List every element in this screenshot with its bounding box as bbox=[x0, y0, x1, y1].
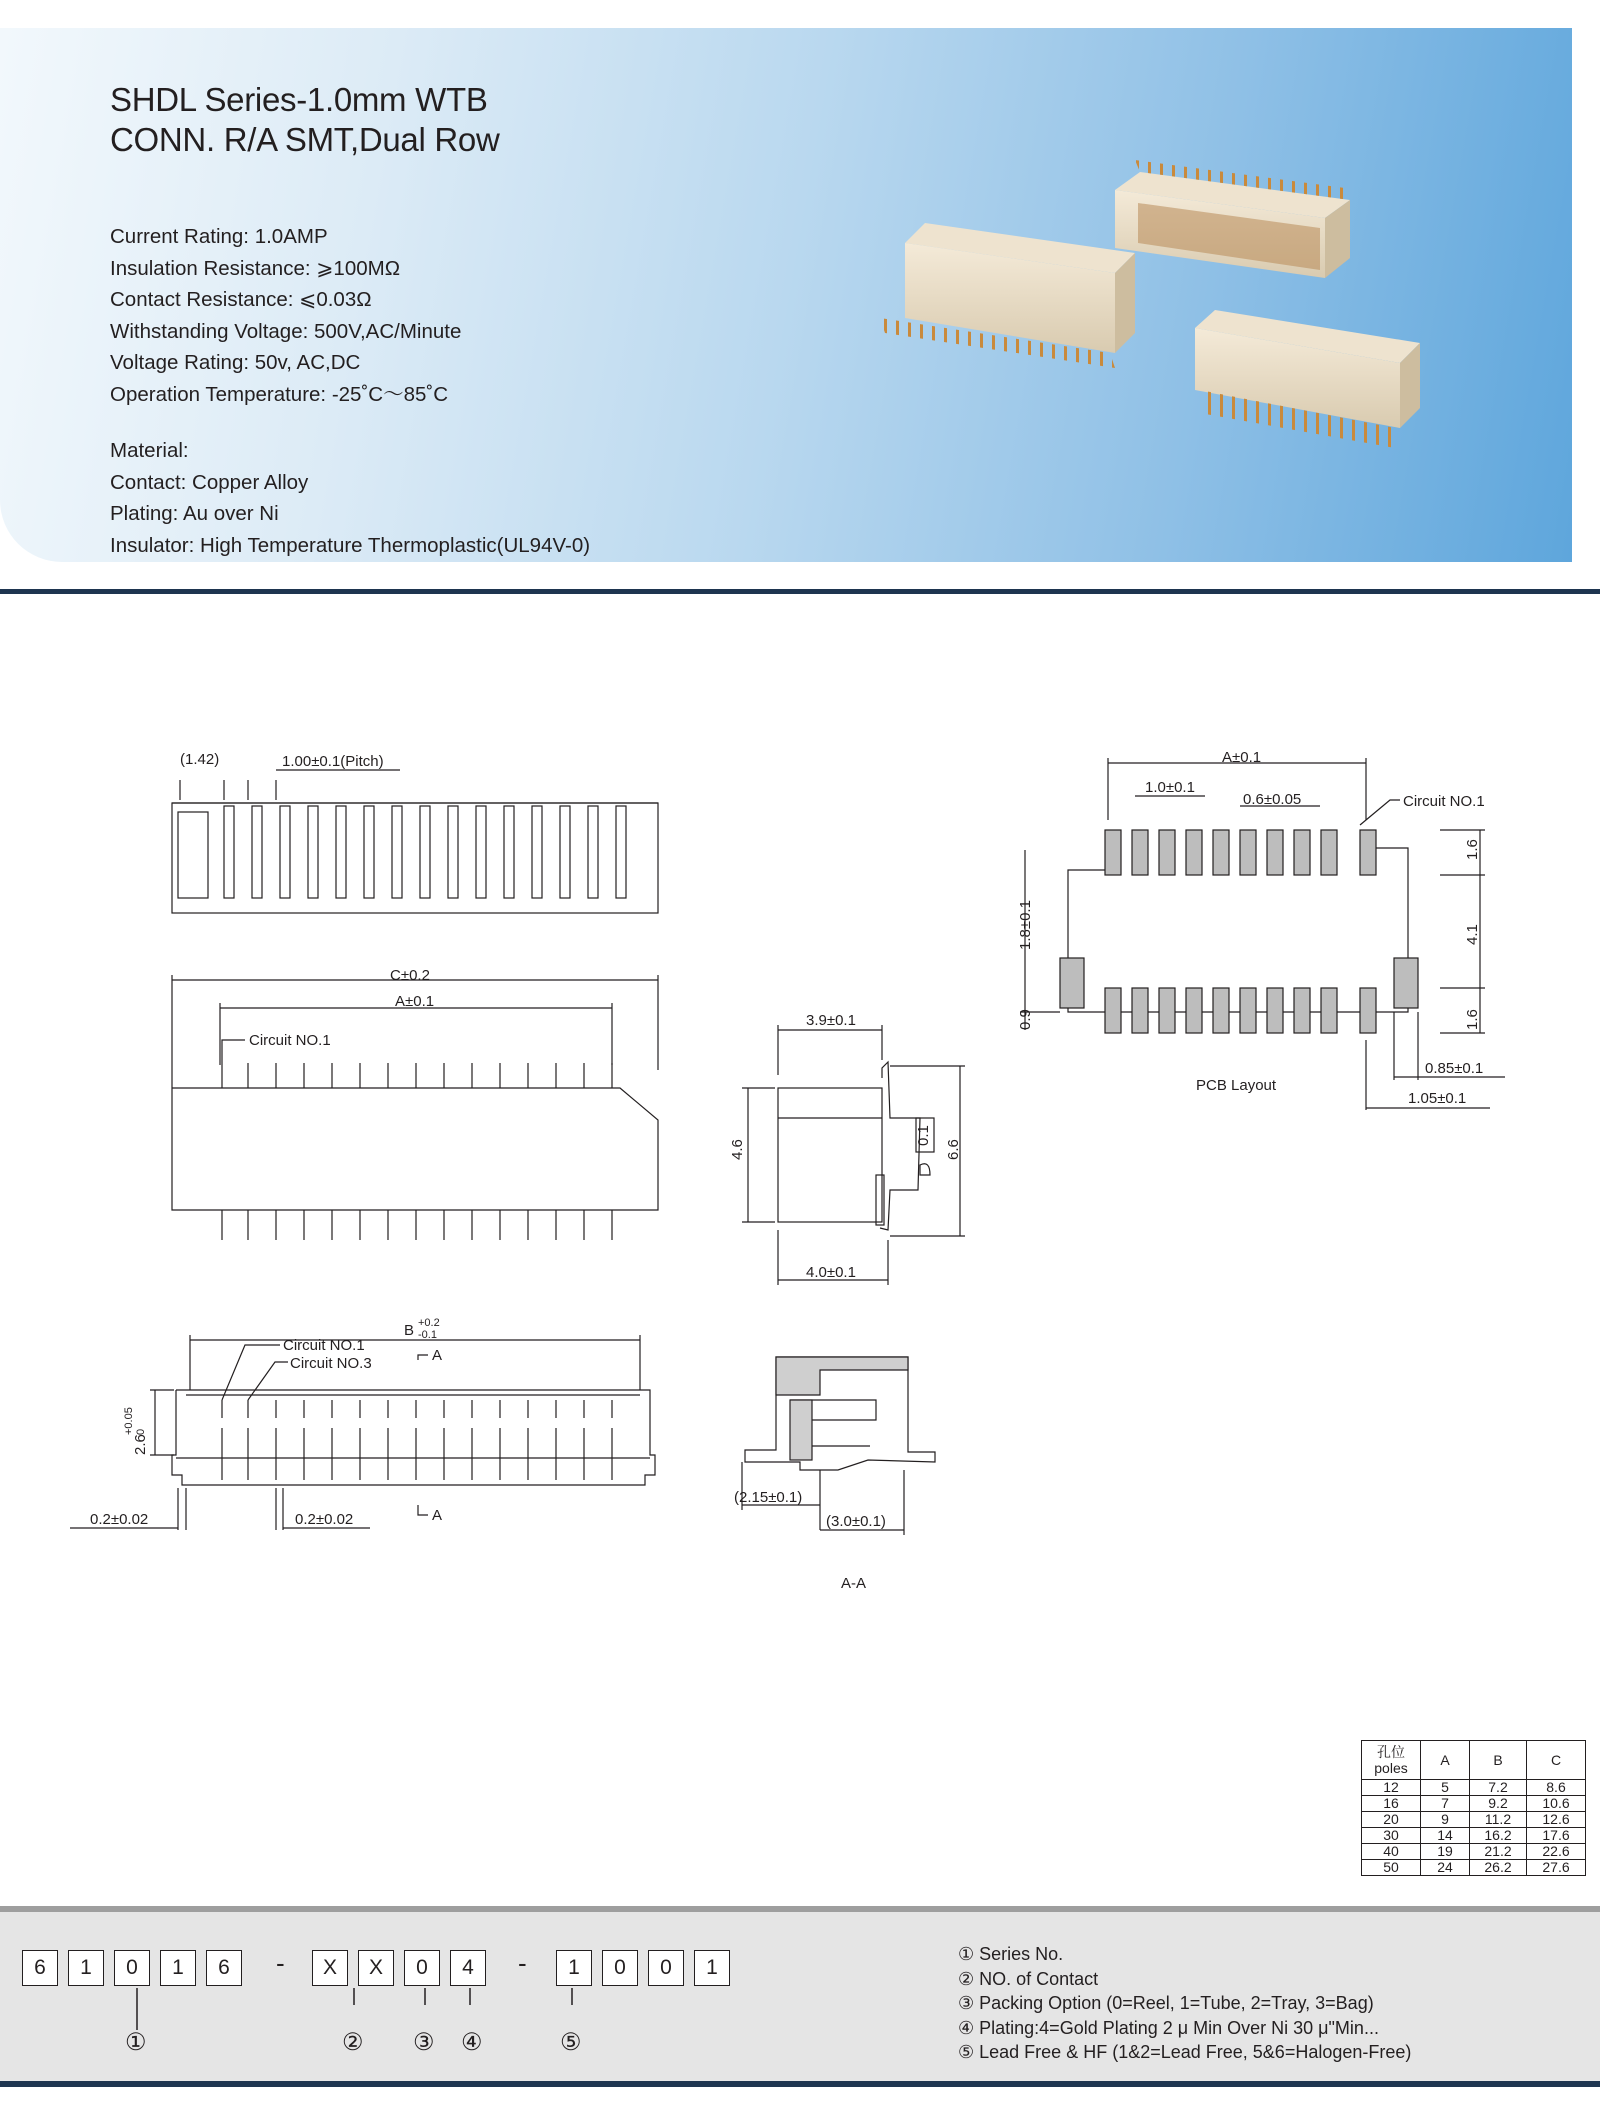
cell: 24 bbox=[1421, 1860, 1470, 1876]
material-insulator: Insulator: High Temperature Thermoplastic(UL94V-0) bbox=[110, 533, 591, 557]
legend-leadfree: ⑤ Lead Free & HF (1&2=Lead Free, 5&6=Halogen-Free) bbox=[958, 2042, 1412, 2062]
header-c: C bbox=[1527, 1741, 1586, 1780]
label-circuit-1-front: Circuit NO.1 bbox=[249, 1032, 331, 1049]
title-line-2: CONN. R/A SMT,Dual Row bbox=[110, 121, 500, 158]
cell: 7.2 bbox=[1470, 1780, 1527, 1796]
legend-plating: ④ Plating:4=Gold Plating 2 μ Min Over Ni 30 μ"Min... bbox=[958, 2017, 1379, 2038]
pcb-dim-0-85: 0.85±0.1 bbox=[1425, 1060, 1484, 1077]
dim-3-9: 3.9±0.1 bbox=[806, 1012, 856, 1029]
pn-digit: 6 bbox=[22, 1950, 58, 1986]
table-row bbox=[1362, 1844, 1586, 1860]
dim-0-2-mid: 0.2±0.02 bbox=[295, 1511, 354, 1528]
cell: 14 bbox=[1421, 1828, 1470, 1844]
table-row bbox=[1362, 1860, 1586, 1876]
cell: 26.2 bbox=[1470, 1860, 1527, 1876]
top-view bbox=[172, 751, 658, 913]
cell: 40 bbox=[1362, 1844, 1421, 1860]
pcb-dim-right-bot: 1.6 bbox=[1464, 1009, 1481, 1030]
pn-dash-1: - bbox=[276, 1948, 285, 1978]
spec-withstanding-voltage: Withstanding Voltage: 500V,AC/Minute bbox=[110, 319, 462, 343]
cell: 9.2 bbox=[1470, 1796, 1527, 1812]
dim-2-6-minus: 0 bbox=[135, 1428, 147, 1435]
spec-contact-resistance: Contact Resistance: ⩽0.03Ω bbox=[110, 288, 372, 311]
dim-pitch: 1.00±0.1(Pitch) bbox=[282, 753, 384, 770]
header-poles-en: poles bbox=[1374, 1760, 1408, 1776]
label-section-a-top: A bbox=[432, 1347, 443, 1364]
label-circuit-1-bottom: Circuit NO.1 bbox=[283, 1337, 365, 1354]
pn-digit: X bbox=[358, 1950, 394, 1986]
pn-digit: 1 bbox=[160, 1950, 196, 1986]
dim-b-minus: -0.1 bbox=[418, 1329, 437, 1341]
front-view bbox=[172, 967, 658, 1240]
table-row bbox=[1362, 1812, 1586, 1828]
dim-4-0: 4.0±0.1 bbox=[806, 1264, 856, 1281]
cell: 27.6 bbox=[1527, 1860, 1586, 1876]
header-b: B bbox=[1470, 1741, 1527, 1780]
dim-1-42: (1.42) bbox=[180, 751, 220, 768]
spec-insulation-resistance: Insulation Resistance: ⩾100MΩ bbox=[110, 256, 401, 280]
bottom-view bbox=[70, 1317, 655, 1530]
side-view bbox=[729, 1012, 965, 1285]
pn-digit: 0 bbox=[114, 1950, 150, 1986]
part-number-group-2 bbox=[312, 1950, 496, 1986]
cell: 30 bbox=[1362, 1828, 1421, 1844]
table-row bbox=[1362, 1828, 1586, 1844]
part-number-legend bbox=[958, 1942, 1411, 2065]
label-circuit-3: Circuit NO.3 bbox=[290, 1355, 372, 1372]
pcb-dim-left-upper: 1.8±0.1 bbox=[1017, 900, 1034, 950]
legend-packing: ③ Packing Option (0=Reel, 1=Tube, 2=Tray, 3=Bag) bbox=[958, 1993, 1374, 2013]
footer-bottom-rule bbox=[0, 2081, 1600, 2087]
dim-2-6-plus: +0.05 bbox=[123, 1407, 135, 1435]
header-a: A bbox=[1421, 1741, 1470, 1780]
cell: 9 bbox=[1421, 1812, 1470, 1828]
footer-top-rule bbox=[0, 1906, 1600, 1912]
pn-digit: 4 bbox=[450, 1950, 486, 1986]
pn-digit: 0 bbox=[404, 1950, 440, 1986]
pn-digit: 1 bbox=[556, 1950, 592, 1986]
table-header-row bbox=[1362, 1741, 1586, 1780]
pcb-dim-a: A±0.1 bbox=[1222, 749, 1262, 766]
marker-5: ⑤ bbox=[560, 2028, 582, 2056]
cell: 17.6 bbox=[1527, 1828, 1586, 1844]
poles-table bbox=[1361, 1740, 1586, 1876]
pcb-dim-right-top: 1.6 bbox=[1464, 839, 1481, 860]
pcb-label-circuit: Circuit NO.1 bbox=[1403, 793, 1485, 810]
legend-contact: ② NO. of Contact bbox=[958, 1968, 1099, 1989]
part-number-group-3 bbox=[556, 1950, 740, 1986]
pn-digit: 1 bbox=[68, 1950, 104, 1986]
dim-3-0: (3.0±0.1) bbox=[826, 1513, 886, 1530]
label-a-a: A-A bbox=[841, 1575, 867, 1592]
cell: 11.2 bbox=[1470, 1812, 1527, 1828]
pn-digit: 0 bbox=[602, 1950, 638, 1986]
cell: 8.6 bbox=[1527, 1780, 1586, 1796]
dim-4-6: 4.6 bbox=[729, 1139, 746, 1160]
table-row bbox=[1362, 1796, 1586, 1812]
material-heading: Material: bbox=[110, 439, 189, 462]
header-poles-cn: 孔位 bbox=[1377, 1744, 1405, 1760]
dim-6-6: 6.6 bbox=[945, 1139, 962, 1160]
dim-0-2-left: 0.2±0.02 bbox=[90, 1511, 149, 1528]
spec-operation-temperature: Operation Temperature: -25˚C～85˚C bbox=[110, 382, 449, 406]
dim-0-1: 0.1 bbox=[915, 1125, 932, 1146]
marker-3: ③ bbox=[413, 2028, 435, 2056]
spec-current-rating: Current Rating: 1.0AMP bbox=[110, 225, 328, 248]
cell: 10.6 bbox=[1527, 1796, 1586, 1812]
dim-c: C±0.2 bbox=[390, 967, 430, 984]
pcb-dim-right-mid: 4.1 bbox=[1464, 924, 1481, 945]
pn-digit: 6 bbox=[206, 1950, 242, 1986]
pcb-dim-1-05: 1.05±0.1 bbox=[1408, 1090, 1467, 1107]
marker-4: ④ bbox=[461, 2028, 483, 2056]
pcb-dim-left-lower: 0.9 bbox=[1017, 1009, 1034, 1030]
pcb-dim-pitch: 1.0±0.1 bbox=[1145, 779, 1195, 796]
cell: 22.6 bbox=[1527, 1844, 1586, 1860]
pn-digit: 0 bbox=[648, 1950, 684, 1986]
cell: 5 bbox=[1421, 1780, 1470, 1796]
table-row bbox=[1362, 1780, 1586, 1796]
spec-voltage-rating: Voltage Rating: 50v, AC,DC bbox=[110, 351, 361, 374]
dim-2-6: 2.6 bbox=[132, 1434, 149, 1455]
cell: 19 bbox=[1421, 1844, 1470, 1860]
material-contact: Contact: Copper Alloy bbox=[110, 470, 309, 494]
dim-b-plus: +0.2 bbox=[418, 1317, 440, 1329]
cell: 16 bbox=[1362, 1796, 1421, 1812]
pcb-layout bbox=[1017, 749, 1505, 1110]
header-poles bbox=[1362, 1741, 1421, 1780]
pn-digit: 1 bbox=[694, 1950, 730, 1986]
section-view bbox=[734, 1357, 935, 1592]
pn-digit: X bbox=[312, 1950, 348, 1986]
cell: 7 bbox=[1421, 1796, 1470, 1812]
cell: 50 bbox=[1362, 1860, 1421, 1876]
cell: 20 bbox=[1362, 1812, 1421, 1828]
cell: 16.2 bbox=[1470, 1828, 1527, 1844]
marker-1: ① bbox=[125, 2028, 147, 2056]
cell: 21.2 bbox=[1470, 1844, 1527, 1860]
pcb-dim-pad: 0.6±0.05 bbox=[1243, 791, 1302, 808]
pn-dash-2: - bbox=[518, 1948, 527, 1978]
label-section-a-bottom: A bbox=[432, 1507, 443, 1524]
marker-2: ② bbox=[342, 2028, 364, 2056]
title-line-1: SHDL Series-1.0mm WTB bbox=[110, 81, 488, 118]
pcb-layout-label: PCB Layout bbox=[1196, 1077, 1277, 1094]
dim-2-15: (2.15±0.1) bbox=[734, 1489, 803, 1506]
material-plating: Plating: Au over Ni bbox=[110, 502, 279, 525]
cell: 12 bbox=[1362, 1780, 1421, 1796]
dim-b: B bbox=[404, 1322, 415, 1339]
part-number-leaders bbox=[0, 1985, 640, 2035]
cell: 12.6 bbox=[1527, 1812, 1586, 1828]
dim-a: A±0.1 bbox=[395, 993, 435, 1010]
legend-series: ① Series No. bbox=[958, 1944, 1064, 1964]
part-number-group-1 bbox=[22, 1950, 252, 1986]
